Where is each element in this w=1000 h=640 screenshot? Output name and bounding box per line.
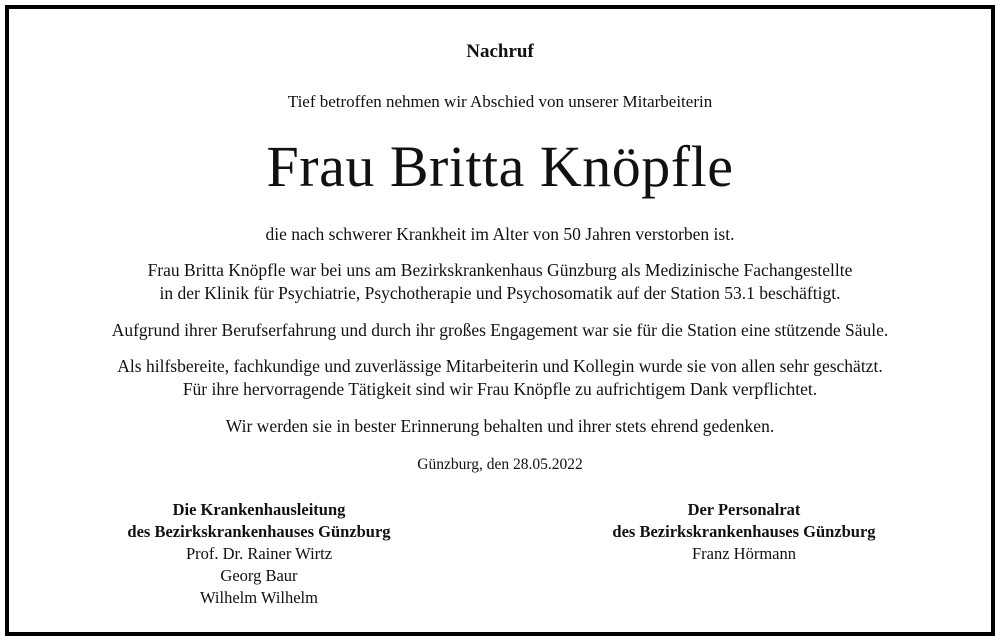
signatory-name: Franz Hörmann [691,544,796,563]
signature-title: Der Personalrat [687,500,801,519]
paragraph-appreciation [9,355,991,401]
paragraph-employment-line-2: in der Klinik für Psychiatrie, Psychotherapie und Psychosomatik auf der Station 53.1 beschäftigt. [159,283,841,303]
deceased-name: Frau Britta Knöpfle [266,134,734,199]
signature-title: Die Krankenhausleitung [172,500,346,519]
intro-line: Tief betroffen nehmen wir Abschied von unserer Mitarbeiterin [287,92,713,111]
signature-subtitle: des Bezirkskrankenhauses Günzburg [612,522,876,541]
notice-heading: Nachruf [466,41,534,62]
paragraph-appreciation-line-2: Für ihre hervorragende Tätigkeit sind wir Frau Knöpfle zu aufrichtigem Dank verpflichtet. [182,379,818,399]
place-date: Günzburg, den 28.05.2022 [417,456,583,473]
signatory-name: Georg Baur [220,566,298,585]
paragraph-engagement: Aufgrund ihrer Berufserfahrung und durch ihr großes Engagement war sie für die Station eine stützende Säule. [111,320,889,340]
signature-subtitle: des Bezirkskrankenhauses Günzburg [127,522,391,541]
paragraph-employment-line-1: Frau Britta Knöpfle war bei uns am Bezirkskrankenhaus Günzburg als Medizinische Fachangestellte [147,260,853,280]
paragraph-employment [9,259,991,305]
paragraph-age: die nach schwerer Krankheit im Alter von 50 Jahren verstorben ist. [265,224,735,244]
obituary-notice [5,5,995,636]
paragraph-remembrance: Wir werden sie in bester Erinnerung behalten und ihrer stets ehrend gedenken. [225,416,775,436]
paragraph-appreciation-line-1: Als hilfsbereite, fachkundige und zuverlässige Mitarbeiterin und Kollegin wurde sie von allen sehr geschätzt. [117,356,883,376]
signatory-name: Prof. Dr. Rainer Wirtz [185,544,333,563]
signature-block-management [69,499,449,609]
signature-block-staff-council [564,499,924,565]
signatory-name: Wilhelm Wilhelm [200,588,318,607]
